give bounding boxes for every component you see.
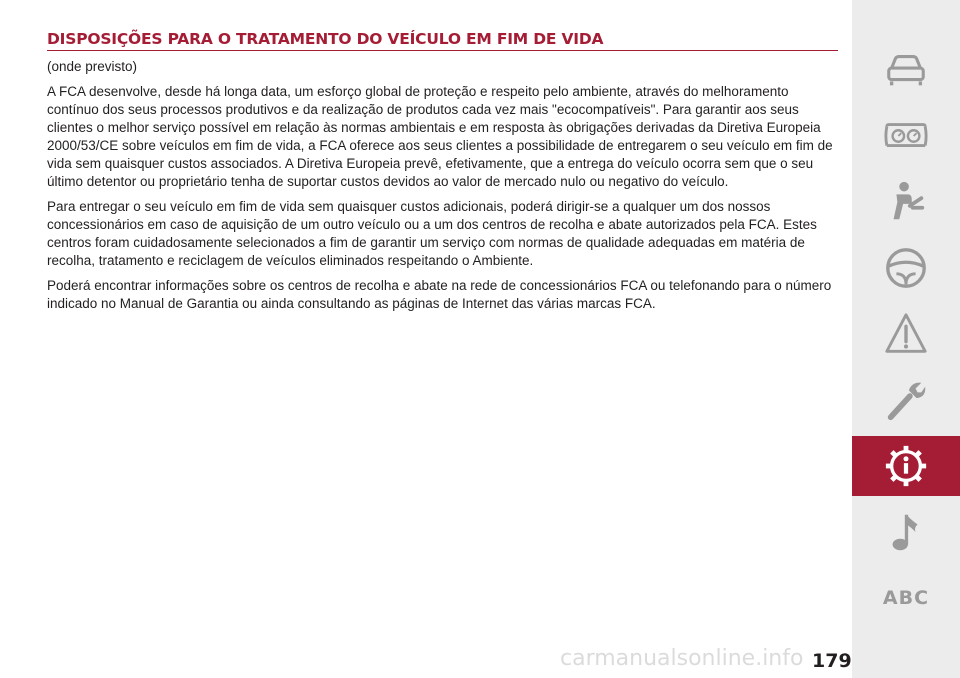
page-number: 179: [812, 650, 852, 672]
paragraph-fca-environment: A FCA desenvolve, desde há longa data, um esforço global de proteção e respeito pelo ambiente, através do melhoramento contínuo dos seus processos produtivos e da realização de produtos cada vez mais "ecocompatíveis". Para garantir aos seus clientes o melhor serviço possível em relação às normas ambientais e em resposta às obrigações derivadas da Diretiva Europeia 2000/53/CE sobre veículos em fim de vida, a FCA oferece aos seus clientes a possibilidade de entregarem o seu veículo em fim de vida sem quaisquer custos associados. A Diretiva Europeia prevê, efetivamente, que a entrega do veículo ocorra sem que o seu último detentor ou proprietário tenha de suportar custos devidos ao valor de mercado nulo ou negativo do veículo.: [47, 84, 833, 189]
wrench-icon: [883, 377, 929, 423]
car-icon: [883, 47, 929, 93]
index-label: ABC: [882, 587, 930, 609]
music-note-icon: [883, 509, 929, 555]
tab-starting-driving[interactable]: [852, 238, 960, 298]
tab-servicing[interactable]: [852, 370, 960, 430]
warning-triangle-icon: [883, 311, 929, 357]
instrument-panel-icon: [883, 113, 929, 159]
chapter-sidebar: [852, 0, 960, 678]
tab-multimedia[interactable]: [852, 502, 960, 562]
tab-safety[interactable]: [852, 172, 960, 232]
body-text: [47, 58, 842, 320]
tab-emergency[interactable]: [852, 304, 960, 364]
paragraph-vehicle-delivery: Para entregar o seu veículo em fim de vida sem quaisquer custos adicionais, poderá dirigir-se a qualquer um dos nossos concessionários em caso de aquisição de um outro veículo ou a um dos centros de recolha e abate autorizados pela FCA. Estes centros foram cuidadosamente selecionados a fim de garantir um serviço com normas de qualidade adequadas em matéria de recolha, tratamento e reciclagem de veículos eliminados respeitando o Ambiente.: [47, 199, 817, 268]
tab-instrument-panel[interactable]: [852, 106, 960, 166]
title-underline: [47, 50, 838, 51]
watermark: carmanualsonline.info: [560, 646, 804, 671]
paragraph-information: Poderá encontrar informações sobre os centros de recolha e abate na rede de concessionários FCA ou telefonando para o número indicado no Manual de Garantia ou ainda consultando as páginas de Internet das várias marcas FCA.: [47, 278, 832, 311]
paragraph-where-provided: (onde previsto): [47, 59, 138, 74]
tab-car[interactable]: [852, 40, 960, 100]
technical-data-gear-icon: [883, 443, 929, 489]
tab-index[interactable]: [852, 568, 960, 628]
section-title: DISPOSIÇÕES PARA O TRATAMENTO DO VEÍCULO EM FIM DE VIDA: [47, 30, 604, 48]
tab-technical-data[interactable]: [852, 436, 960, 496]
steering-wheel-icon: [883, 245, 929, 291]
seat-belt-passenger-icon: [883, 179, 929, 225]
